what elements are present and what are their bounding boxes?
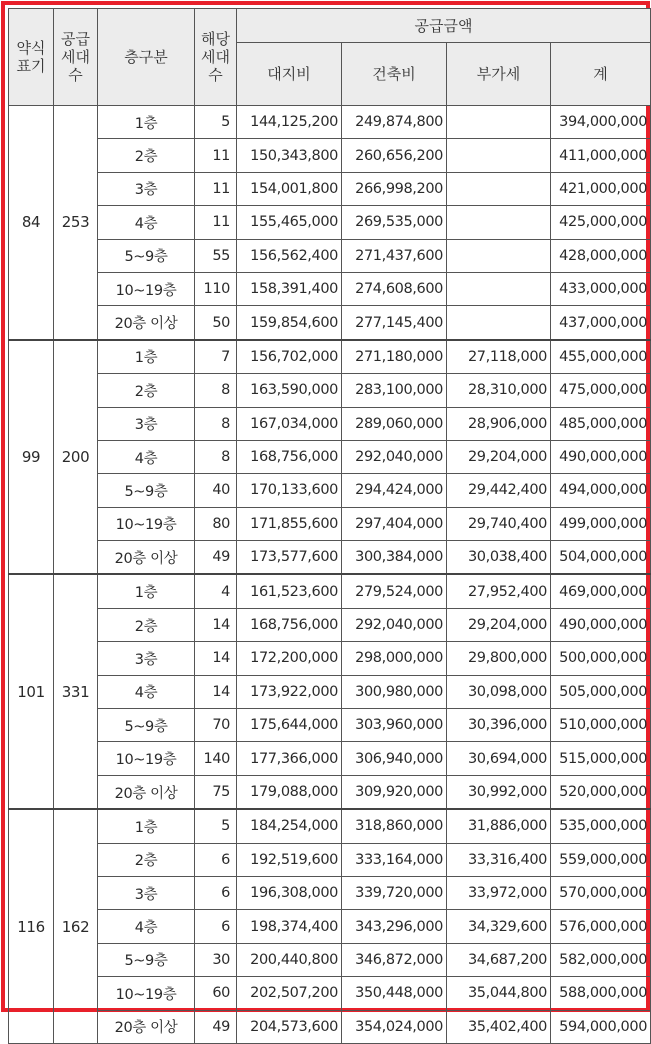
floor-cell: 3층 (98, 407, 195, 440)
table-row (9, 943, 651, 976)
building-cell: 271,437,600 (342, 239, 447, 272)
table-row (9, 407, 651, 440)
total-cell: 576,000,000 (551, 910, 651, 943)
land-cell: 179,088,000 (237, 775, 342, 809)
units-cell: 7 (195, 340, 237, 374)
land-cell: 167,034,000 (237, 407, 342, 440)
table-body (9, 106, 651, 1044)
floor-cell: 4층 (98, 675, 195, 708)
vat-cell (447, 239, 551, 272)
units-cell: 40 (195, 474, 237, 507)
total-cell: 535,000,000 (551, 809, 651, 843)
total-cell: 433,000,000 (551, 272, 651, 305)
building-cell: 283,100,000 (342, 374, 447, 407)
vat-cell (447, 172, 551, 205)
land-cell: 163,590,000 (237, 374, 342, 407)
vat-cell (447, 306, 551, 340)
supply-units-cell: 200 (54, 340, 98, 575)
building-cell: 266,998,200 (342, 172, 447, 205)
total-cell: 494,000,000 (551, 474, 651, 507)
vat-cell: 27,952,400 (447, 574, 551, 608)
units-cell: 8 (195, 407, 237, 440)
land-cell: 202,507,200 (237, 977, 342, 1010)
building-cell: 260,656,200 (342, 139, 447, 172)
floor-cell: 10~19층 (98, 742, 195, 775)
building-cell: 289,060,000 (342, 407, 447, 440)
land-cell: 168,756,000 (237, 608, 342, 641)
table-row (9, 206, 651, 239)
vat-cell: 30,038,400 (447, 541, 551, 575)
vat-cell: 30,992,000 (447, 775, 551, 809)
building-cell: 318,860,000 (342, 809, 447, 843)
header-land: 대지비 (237, 43, 342, 106)
floor-cell: 5~9층 (98, 709, 195, 742)
building-cell: 292,040,000 (342, 440, 447, 473)
vat-cell: 29,204,000 (447, 440, 551, 473)
floor-cell: 1층 (98, 106, 195, 139)
table-row (9, 642, 651, 675)
land-cell: 156,702,000 (237, 340, 342, 374)
land-cell: 150,343,800 (237, 139, 342, 172)
building-cell: 339,720,000 (342, 876, 447, 909)
vat-cell: 35,402,400 (447, 1010, 551, 1043)
vat-cell: 30,396,000 (447, 709, 551, 742)
floor-cell: 2층 (98, 843, 195, 876)
units-cell: 8 (195, 374, 237, 407)
land-cell: 158,391,400 (237, 272, 342, 305)
units-cell: 11 (195, 139, 237, 172)
total-cell: 475,000,000 (551, 374, 651, 407)
floor-cell: 3층 (98, 172, 195, 205)
building-cell: 306,940,000 (342, 742, 447, 775)
table-row (9, 742, 651, 775)
floor-cell: 1층 (98, 340, 195, 374)
table-row (9, 910, 651, 943)
land-cell: 175,644,000 (237, 709, 342, 742)
total-cell: 425,000,000 (551, 206, 651, 239)
building-cell: 346,872,000 (342, 943, 447, 976)
land-cell: 192,519,600 (237, 843, 342, 876)
units-cell: 80 (195, 507, 237, 540)
type-cell: 116 (9, 809, 54, 1043)
units-cell: 49 (195, 541, 237, 575)
units-cell: 11 (195, 172, 237, 205)
vat-cell: 27,118,000 (447, 340, 551, 374)
building-cell: 354,024,000 (342, 1010, 447, 1043)
table-row (9, 474, 651, 507)
table-frame (1, 1, 650, 1037)
total-cell: 421,000,000 (551, 172, 651, 205)
units-cell: 6 (195, 876, 237, 909)
vat-cell: 34,329,600 (447, 910, 551, 943)
floor-cell: 4층 (98, 910, 195, 943)
total-cell: 570,000,000 (551, 876, 651, 909)
vat-cell: 29,800,000 (447, 642, 551, 675)
land-cell: 204,573,600 (237, 1010, 342, 1043)
building-cell: 333,164,000 (342, 843, 447, 876)
table-row (9, 139, 651, 172)
building-cell: 300,384,000 (342, 541, 447, 575)
floor-cell: 5~9층 (98, 239, 195, 272)
land-cell: 173,922,000 (237, 675, 342, 708)
building-cell: 249,874,800 (342, 106, 447, 139)
land-cell: 196,308,000 (237, 876, 342, 909)
floor-cell: 10~19층 (98, 507, 195, 540)
units-cell: 140 (195, 742, 237, 775)
units-cell: 110 (195, 272, 237, 305)
total-cell: 520,000,000 (551, 775, 651, 809)
vat-cell (447, 139, 551, 172)
land-cell: 159,854,600 (237, 306, 342, 340)
table-row (9, 876, 651, 909)
building-cell: 343,296,000 (342, 910, 447, 943)
floor-cell: 4층 (98, 206, 195, 239)
floor-cell: 20층 이상 (98, 541, 195, 575)
building-cell: 350,448,000 (342, 977, 447, 1010)
table-row (9, 675, 651, 708)
type-cell: 84 (9, 106, 54, 340)
floor-cell: 20층 이상 (98, 775, 195, 809)
table-row (9, 340, 651, 374)
supply-units-cell: 331 (54, 574, 98, 809)
header-type-label: 약식 표기 (9, 9, 54, 106)
vat-cell: 28,310,000 (447, 374, 551, 407)
floor-cell: 20층 이상 (98, 306, 195, 340)
total-cell: 499,000,000 (551, 507, 651, 540)
total-cell: 437,000,000 (551, 306, 651, 340)
floor-cell: 1층 (98, 574, 195, 608)
table-row (9, 608, 651, 641)
table-row (9, 775, 651, 809)
units-cell: 55 (195, 239, 237, 272)
land-cell: 184,254,000 (237, 809, 342, 843)
vat-cell (447, 106, 551, 139)
total-cell: 594,000,000 (551, 1010, 651, 1043)
land-cell: 144,125,200 (237, 106, 342, 139)
units-cell: 70 (195, 709, 237, 742)
units-cell: 14 (195, 675, 237, 708)
table-row (9, 843, 651, 876)
building-cell: 297,404,000 (342, 507, 447, 540)
building-cell: 274,608,600 (342, 272, 447, 305)
total-cell: 504,000,000 (551, 541, 651, 575)
vat-cell: 33,316,400 (447, 843, 551, 876)
vat-cell: 33,972,000 (447, 876, 551, 909)
header-supply-units: 공급 세대수 (54, 9, 98, 106)
floor-cell: 10~19층 (98, 977, 195, 1010)
units-cell: 49 (195, 1010, 237, 1043)
vat-cell (447, 272, 551, 305)
total-cell: 490,000,000 (551, 440, 651, 473)
total-cell: 588,000,000 (551, 977, 651, 1010)
land-cell: 173,577,600 (237, 541, 342, 575)
vat-cell: 29,740,400 (447, 507, 551, 540)
table-row (9, 809, 651, 843)
land-cell: 156,562,400 (237, 239, 342, 272)
land-cell: 198,374,400 (237, 910, 342, 943)
floor-cell: 20층 이상 (98, 1010, 195, 1043)
total-cell: 582,000,000 (551, 943, 651, 976)
floor-cell: 2층 (98, 139, 195, 172)
total-cell: 394,000,000 (551, 106, 651, 139)
vat-cell: 34,687,200 (447, 943, 551, 976)
supply-units-cell: 253 (54, 106, 98, 340)
floor-cell: 2층 (98, 374, 195, 407)
table-row (9, 374, 651, 407)
land-cell: 170,133,600 (237, 474, 342, 507)
header-supply-amount: 공급금액 (237, 9, 651, 43)
table-row (9, 574, 651, 608)
header-total: 계 (551, 43, 651, 106)
units-cell: 60 (195, 977, 237, 1010)
vat-cell: 31,886,000 (447, 809, 551, 843)
floor-cell: 5~9층 (98, 474, 195, 507)
table-row (9, 541, 651, 575)
vat-cell: 30,098,000 (447, 675, 551, 708)
units-cell: 14 (195, 642, 237, 675)
units-cell: 14 (195, 608, 237, 641)
units-cell: 11 (195, 206, 237, 239)
vat-cell: 35,044,800 (447, 977, 551, 1010)
building-cell: 309,920,000 (342, 775, 447, 809)
total-cell: 490,000,000 (551, 608, 651, 641)
vat-cell: 28,906,000 (447, 407, 551, 440)
table-row (9, 239, 651, 272)
units-cell: 8 (195, 440, 237, 473)
type-cell: 99 (9, 340, 54, 575)
land-cell: 168,756,000 (237, 440, 342, 473)
floor-cell: 3층 (98, 876, 195, 909)
total-cell: 455,000,000 (551, 340, 651, 374)
table-row (9, 1010, 651, 1043)
total-cell: 411,000,000 (551, 139, 651, 172)
supply-price-table (8, 8, 651, 1044)
units-cell: 30 (195, 943, 237, 976)
units-cell: 6 (195, 910, 237, 943)
table-row (9, 440, 651, 473)
building-cell: 279,524,000 (342, 574, 447, 608)
table-row (9, 106, 651, 139)
units-cell: 5 (195, 809, 237, 843)
vat-cell (447, 206, 551, 239)
vat-cell: 29,204,000 (447, 608, 551, 641)
building-cell: 303,960,000 (342, 709, 447, 742)
land-cell: 154,001,800 (237, 172, 342, 205)
floor-cell: 4층 (98, 440, 195, 473)
land-cell: 161,523,600 (237, 574, 342, 608)
total-cell: 428,000,000 (551, 239, 651, 272)
header-building: 건축비 (342, 43, 447, 106)
floor-cell: 3층 (98, 642, 195, 675)
land-cell: 177,366,000 (237, 742, 342, 775)
units-cell: 75 (195, 775, 237, 809)
total-cell: 515,000,000 (551, 742, 651, 775)
floor-cell: 2층 (98, 608, 195, 641)
building-cell: 269,535,000 (342, 206, 447, 239)
land-cell: 171,855,600 (237, 507, 342, 540)
table-row (9, 172, 651, 205)
total-cell: 505,000,000 (551, 675, 651, 708)
header-floor-group: 층구분 (98, 9, 195, 106)
units-cell: 4 (195, 574, 237, 608)
table-row (9, 709, 651, 742)
units-cell: 6 (195, 843, 237, 876)
building-cell: 298,000,000 (342, 642, 447, 675)
total-cell: 469,000,000 (551, 574, 651, 608)
land-cell: 172,200,000 (237, 642, 342, 675)
building-cell: 294,424,000 (342, 474, 447, 507)
table-row (9, 272, 651, 305)
floor-cell: 1층 (98, 809, 195, 843)
type-cell: 101 (9, 574, 54, 809)
vat-cell: 29,442,400 (447, 474, 551, 507)
header-vat: 부가세 (447, 43, 551, 106)
header-units: 해당 세대 수 (195, 9, 237, 106)
units-cell: 50 (195, 306, 237, 340)
total-cell: 510,000,000 (551, 709, 651, 742)
land-cell: 155,465,000 (237, 206, 342, 239)
building-cell: 271,180,000 (342, 340, 447, 374)
building-cell: 277,145,400 (342, 306, 447, 340)
total-cell: 559,000,000 (551, 843, 651, 876)
table-header (9, 9, 651, 106)
building-cell: 300,980,000 (342, 675, 447, 708)
table-row (9, 306, 651, 340)
vat-cell: 30,694,000 (447, 742, 551, 775)
supply-units-cell: 162 (54, 809, 98, 1043)
land-cell: 200,440,800 (237, 943, 342, 976)
floor-cell: 5~9층 (98, 943, 195, 976)
floor-cell: 10~19층 (98, 272, 195, 305)
total-cell: 485,000,000 (551, 407, 651, 440)
table-row (9, 507, 651, 540)
building-cell: 292,040,000 (342, 608, 447, 641)
table-row (9, 977, 651, 1010)
total-cell: 500,000,000 (551, 642, 651, 675)
units-cell: 5 (195, 106, 237, 139)
